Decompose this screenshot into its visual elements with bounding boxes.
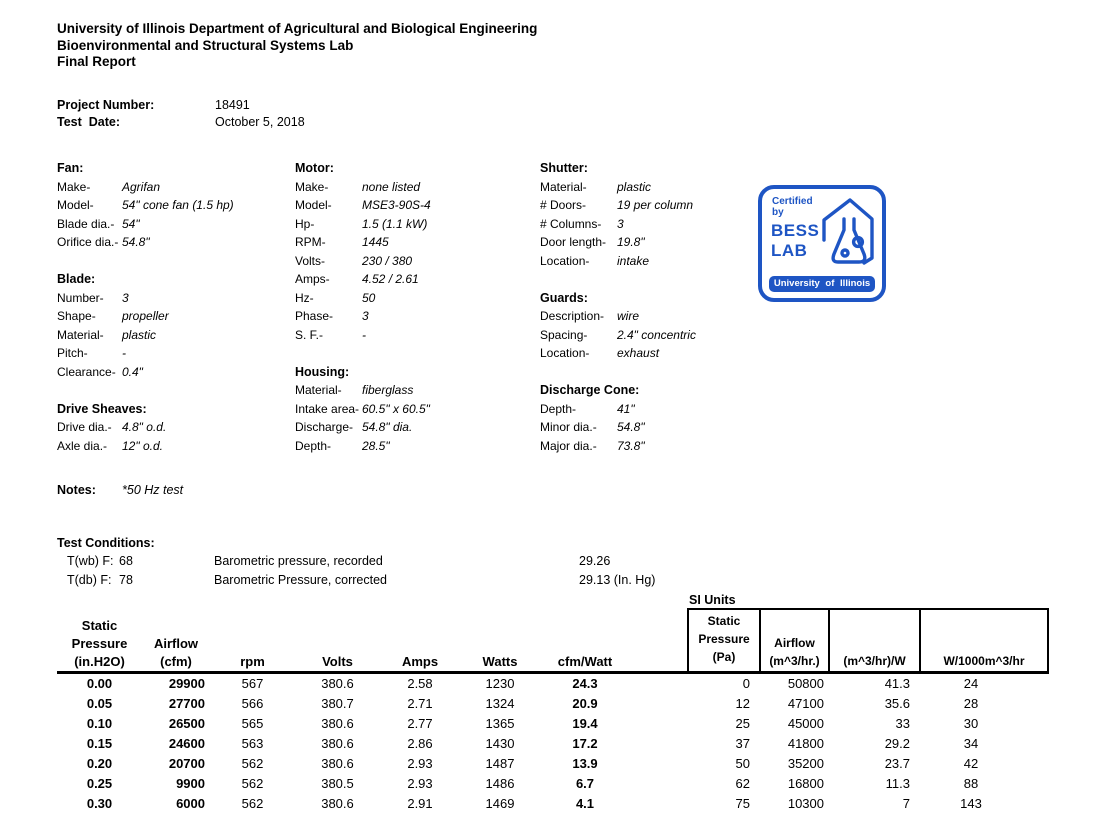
logo-lab-line: LAB <box>771 240 808 260</box>
spec-value: 54" <box>122 216 140 231</box>
spec-label: Volts- <box>295 253 326 268</box>
row-spacer <box>630 734 687 754</box>
spec-value: 230 / 380 <box>362 253 413 268</box>
test-date-label: Test Date: <box>57 115 120 129</box>
cell-ip: 2.58 <box>407 675 433 691</box>
spec-value: Agrifan <box>122 179 161 194</box>
spec-label: Location- <box>540 346 590 361</box>
logo-bess-line: BESS <box>771 221 820 240</box>
cell-ip: 1230 <box>485 675 515 691</box>
test-conditions-title: Test Conditions: <box>57 535 155 550</box>
cell-ip: 29900 <box>168 675 205 691</box>
cell-ip: 24600 <box>168 735 205 751</box>
ip-header-row <box>57 608 1100 671</box>
spec-value: 54" cone fan (1.5 hp) <box>122 198 234 213</box>
cell-ip: 13.9 <box>572 755 598 771</box>
spec-value: MSE3-90S-4 <box>362 198 431 213</box>
test-condition-row-db <box>57 571 1100 590</box>
si-units-label: SI Units <box>689 592 736 607</box>
baro-corrected-label: Barometric Pressure, corrected <box>214 572 387 587</box>
cell-ip: 566 <box>241 695 264 711</box>
header-line: cfm/Watt <box>557 653 613 669</box>
spec-value: 3 <box>617 216 624 231</box>
ip-header-cell <box>460 653 540 671</box>
spec-label: Hp- <box>295 216 315 231</box>
notes-value: *50 Hz test <box>122 482 184 497</box>
cell-ip: 380.5 <box>321 775 354 791</box>
header-line: rpm <box>240 653 265 669</box>
notes-label: Notes: <box>57 482 96 497</box>
cell-ip: 1469 <box>485 795 515 811</box>
cell-ip: 2.93 <box>407 775 433 791</box>
report-title-line-2: Bioenvironmental and Structural Systems Lab <box>57 37 354 53</box>
header-line: (Pa) <box>712 649 736 664</box>
report-title-line-3: Final Report <box>57 54 136 69</box>
cell-ip: 2.71 <box>407 695 433 711</box>
header-line: Volts <box>322 653 353 669</box>
spec-label: Shape- <box>57 309 96 324</box>
spec-label: Material- <box>57 327 104 342</box>
spec-value: - <box>122 346 126 361</box>
test-date-row <box>57 114 1100 132</box>
spec-label: # Doors- <box>540 198 587 213</box>
cell-si: 16800 <box>787 775 824 791</box>
spec-value: plastic <box>617 179 652 194</box>
baro-recorded-label: Barometric pressure, recorded <box>214 553 383 568</box>
spec-label: Material- <box>295 383 342 398</box>
spec-label: Minor dia.- <box>540 420 597 435</box>
header-line: Airflow <box>153 635 199 651</box>
cell-ip: 380.6 <box>321 795 354 811</box>
project-block <box>57 97 1100 132</box>
spec-value: exhaust <box>617 346 660 361</box>
cell-si: 45000 <box>787 715 824 731</box>
header-line: Amps <box>401 653 439 669</box>
spec-value: none listed <box>362 179 421 194</box>
ip-header-cell <box>142 635 210 671</box>
project-number-row <box>57 97 1100 115</box>
logo-by-line: by <box>772 207 784 218</box>
cell-ip: 380.6 <box>321 715 354 731</box>
cell-ip: 565 <box>241 715 264 731</box>
cell-ip: 0.00 <box>86 675 113 691</box>
cell-si: 33 <box>895 715 910 731</box>
cell-si: 47100 <box>787 695 824 711</box>
table-row <box>57 734 1100 754</box>
spec-label: Make- <box>57 179 91 194</box>
cell-si: 28 <box>963 695 979 711</box>
project-number-value: 18491 <box>215 97 250 112</box>
spec-label: # Columns- <box>540 216 602 231</box>
cell-ip: 0.30 <box>86 795 113 811</box>
spec-value: 4.8" o.d. <box>122 420 167 435</box>
cell-ip: 2.93 <box>407 755 433 771</box>
spec-value: 54.8" dia. <box>362 420 413 435</box>
spec-label: Intake area- <box>295 401 360 416</box>
spec-label: Discharge- <box>295 420 354 435</box>
spec-value: 50 <box>362 290 376 305</box>
ip-header-cell <box>380 653 460 671</box>
spec-section-title: Shutter: <box>540 161 588 176</box>
spec-value: propeller <box>122 309 169 324</box>
cell-ip: 1365 <box>485 715 515 731</box>
cell-ip: 1486 <box>485 775 515 791</box>
cell-si: 35.6 <box>884 695 910 711</box>
cell-ip: 2.91 <box>407 795 433 811</box>
cell-ip: 567 <box>241 675 264 691</box>
cell-si: 50800 <box>787 675 824 691</box>
cell-si: 35200 <box>787 755 824 771</box>
spec-value: intake <box>617 253 650 268</box>
bess-lab-logo <box>758 185 886 302</box>
header-line: W/1000m^3/hr <box>943 653 1025 668</box>
header-line: (cfm) <box>160 653 192 669</box>
specs-grid <box>57 160 1100 456</box>
table-row <box>57 794 1100 814</box>
row-spacer <box>630 694 687 714</box>
spec-label: Make- <box>295 179 329 194</box>
cell-ip: 20.9 <box>572 695 598 711</box>
spec-label: Axle dia.- <box>57 438 108 453</box>
spec-section-title: Blade: <box>57 272 96 287</box>
cell-si: 25 <box>735 715 750 731</box>
spec-label: RPM- <box>295 235 326 250</box>
cell-ip: 17.2 <box>572 735 598 751</box>
spec-value: plastic <box>122 327 157 342</box>
logo-certified-line: Certified <box>772 196 813 207</box>
spec-value: wire <box>617 309 640 324</box>
cell-ip: 380.6 <box>321 735 354 751</box>
tdb-label: T(db) F: <box>67 572 112 587</box>
spec-value: 19.8" <box>617 235 645 250</box>
spec-label: Amps- <box>295 272 330 287</box>
test-conditions <box>57 534 1100 590</box>
cell-ip: 19.4 <box>572 715 598 731</box>
row-spacer <box>630 794 687 814</box>
spec-value: 0.4" <box>122 364 143 379</box>
cell-ip: 0.25 <box>86 775 113 791</box>
row-spacer <box>630 674 687 694</box>
spec-value: 54.8" <box>122 235 150 250</box>
report-title-line-1: University of Illinois Department of Agricultural and Biological Engineering <box>57 21 538 36</box>
cell-si: 0 <box>742 675 750 691</box>
spec-value: 28.5" <box>362 438 390 453</box>
spec-label: Model- <box>57 198 94 213</box>
cell-ip: 2.77 <box>407 715 433 731</box>
header-line: Pressure <box>698 631 750 646</box>
cell-ip: 563 <box>241 735 264 751</box>
spec-value: 41" <box>617 401 635 416</box>
cell-ip: 380.6 <box>321 755 354 771</box>
table-rows <box>57 674 1100 814</box>
cell-si: 50 <box>735 755 750 771</box>
table-row <box>57 774 1100 794</box>
spec-value: 1445 <box>362 235 389 250</box>
cell-si: 143 <box>960 795 982 811</box>
header-line: (in.H2O) <box>74 653 125 669</box>
spec-label: Clearance- <box>57 364 116 379</box>
cell-si: 11.3 <box>885 775 910 791</box>
si-header-box <box>687 608 1049 671</box>
doc-header <box>57 21 1100 71</box>
spec-label: Spacing- <box>540 327 588 342</box>
cell-ip: 6.7 <box>575 775 595 791</box>
spec-value: 60.5" x 60.5" <box>362 401 430 416</box>
baro-recorded-value: 29.26 <box>579 553 611 568</box>
spec-value: 1.5 (1.1 kW) <box>362 216 428 231</box>
si-header-cell <box>689 610 759 671</box>
cell-si: 24 <box>963 675 979 691</box>
spec-label: Description- <box>540 309 605 324</box>
cell-ip: 1430 <box>485 735 515 751</box>
spec-label: Hz- <box>295 290 314 305</box>
header-line: Static <box>81 617 118 633</box>
logo-bess-text <box>771 221 819 260</box>
cell-ip: 380.6 <box>321 675 354 691</box>
twb-label: T(wb) F: <box>67 553 114 568</box>
spec-value: 19 per column <box>617 198 694 213</box>
cell-si: 42 <box>963 755 979 771</box>
spec-label: Drive dia.- <box>57 420 112 435</box>
cell-si: 23.7 <box>884 755 910 771</box>
spec-label: Door length- <box>540 235 607 250</box>
spec-label: Location- <box>540 253 590 268</box>
table-row <box>57 714 1100 734</box>
ip-header-cell <box>210 653 295 671</box>
ip-header-cell <box>295 653 380 671</box>
spec-value: 54.8" <box>617 420 645 435</box>
header-line: (m^3/hr)/W <box>843 653 906 668</box>
spec-section-title: Guards: <box>540 290 588 305</box>
spec-section-title: Housing: <box>295 364 350 379</box>
cell-ip: 0.10 <box>86 715 113 731</box>
si-header-cell <box>919 610 1047 671</box>
cell-ip: 380.7 <box>321 695 354 711</box>
cell-si: 10300 <box>787 795 824 811</box>
cell-ip: 20700 <box>168 755 205 771</box>
spec-label: Blade dia.- <box>57 216 115 231</box>
row-spacer <box>630 754 687 774</box>
spec-value: 2.4" concentric <box>617 327 696 342</box>
baro-corrected-value: 29.13 (In. Hg) <box>579 572 656 587</box>
si-header-cell <box>828 610 919 671</box>
spec-section-title: Discharge Cone: <box>540 383 640 398</box>
cell-ip: 9900 <box>176 775 205 791</box>
spec-value: 3 <box>362 309 369 324</box>
spec-label: Depth- <box>540 401 577 416</box>
twb-value: 68 <box>119 553 133 568</box>
project-number-label: Project Number: <box>57 97 155 112</box>
cell-si: 75 <box>735 795 750 811</box>
notes-row <box>57 482 1100 498</box>
spec-label: Major dia.- <box>540 438 597 453</box>
spec-label: Model- <box>295 198 332 213</box>
spec-section-title: Drive Sheaves: <box>57 401 147 416</box>
table-row <box>57 674 1100 694</box>
cell-si: 30 <box>963 715 979 731</box>
cell-ip: 562 <box>241 795 264 811</box>
cell-si: 7 <box>902 795 910 811</box>
house-flask-icon <box>817 196 877 274</box>
cell-si: 41.3 <box>884 675 910 691</box>
cell-ip: 562 <box>241 775 264 791</box>
spec-label: Orifice dia.- <box>57 235 119 250</box>
cell-si: 37 <box>735 735 750 751</box>
cell-ip: 2.86 <box>407 735 433 751</box>
ip-header-cell <box>57 617 142 671</box>
cell-ip: 1487 <box>485 755 515 771</box>
cell-si: 29.2 <box>884 735 910 751</box>
spec-label: Material- <box>540 179 587 194</box>
spec-value: fiberglass <box>362 383 414 398</box>
cell-si: 88 <box>963 775 979 791</box>
table-row <box>57 754 1100 774</box>
cell-ip: 0.05 <box>86 695 113 711</box>
si-header-cell <box>759 610 828 671</box>
cell-ip: 0.20 <box>86 755 113 771</box>
cell-ip: 24.3 <box>572 675 598 691</box>
spec-value: 12" o.d. <box>122 438 163 453</box>
header-line: Watts <box>482 653 518 669</box>
cell-si: 34 <box>963 735 979 751</box>
spec-section-title: Fan: <box>57 161 84 176</box>
logo-certified-text <box>772 196 813 218</box>
spec-label: Pitch- <box>57 346 88 361</box>
cell-ip: 562 <box>241 755 264 771</box>
tdb-value: 78 <box>119 572 133 587</box>
header-line: Pressure <box>71 635 128 651</box>
spec-value: 3 <box>122 290 129 305</box>
cell-ip: 27700 <box>168 695 205 711</box>
spec-value: 73.8" <box>617 438 645 453</box>
test-condition-row-wb <box>57 552 1100 571</box>
results-table <box>57 592 1100 814</box>
header-line: Static <box>707 613 741 628</box>
header-line: (m^3/hr.) <box>769 653 820 668</box>
cell-si: 62 <box>735 775 750 791</box>
row-spacer <box>630 714 687 734</box>
row-spacer <box>630 774 687 794</box>
spec-value: - <box>362 327 366 342</box>
cell-ip: 6000 <box>176 795 205 811</box>
spec-label: Number- <box>57 290 104 305</box>
spec-section-title: Motor: <box>295 161 334 176</box>
header-line: Airflow <box>774 635 815 650</box>
spec-label: S. F.- <box>295 327 324 342</box>
spec-label: Depth- <box>295 438 332 453</box>
cell-ip: 1324 <box>485 695 515 711</box>
cell-ip: 4.1 <box>575 795 595 811</box>
table-row <box>57 694 1100 714</box>
spec-value: 4.52 / 2.61 <box>362 272 419 287</box>
cell-ip: 0.15 <box>86 735 113 751</box>
spec-label: Phase- <box>295 309 334 324</box>
cell-si: 41800 <box>787 735 824 751</box>
logo-university-banner: University of Illinois <box>769 276 875 292</box>
cell-ip: 26500 <box>168 715 205 731</box>
cell-si: 12 <box>735 695 750 711</box>
test-date-value: October 5, 2018 <box>215 115 305 129</box>
ip-header-cell <box>540 653 630 671</box>
